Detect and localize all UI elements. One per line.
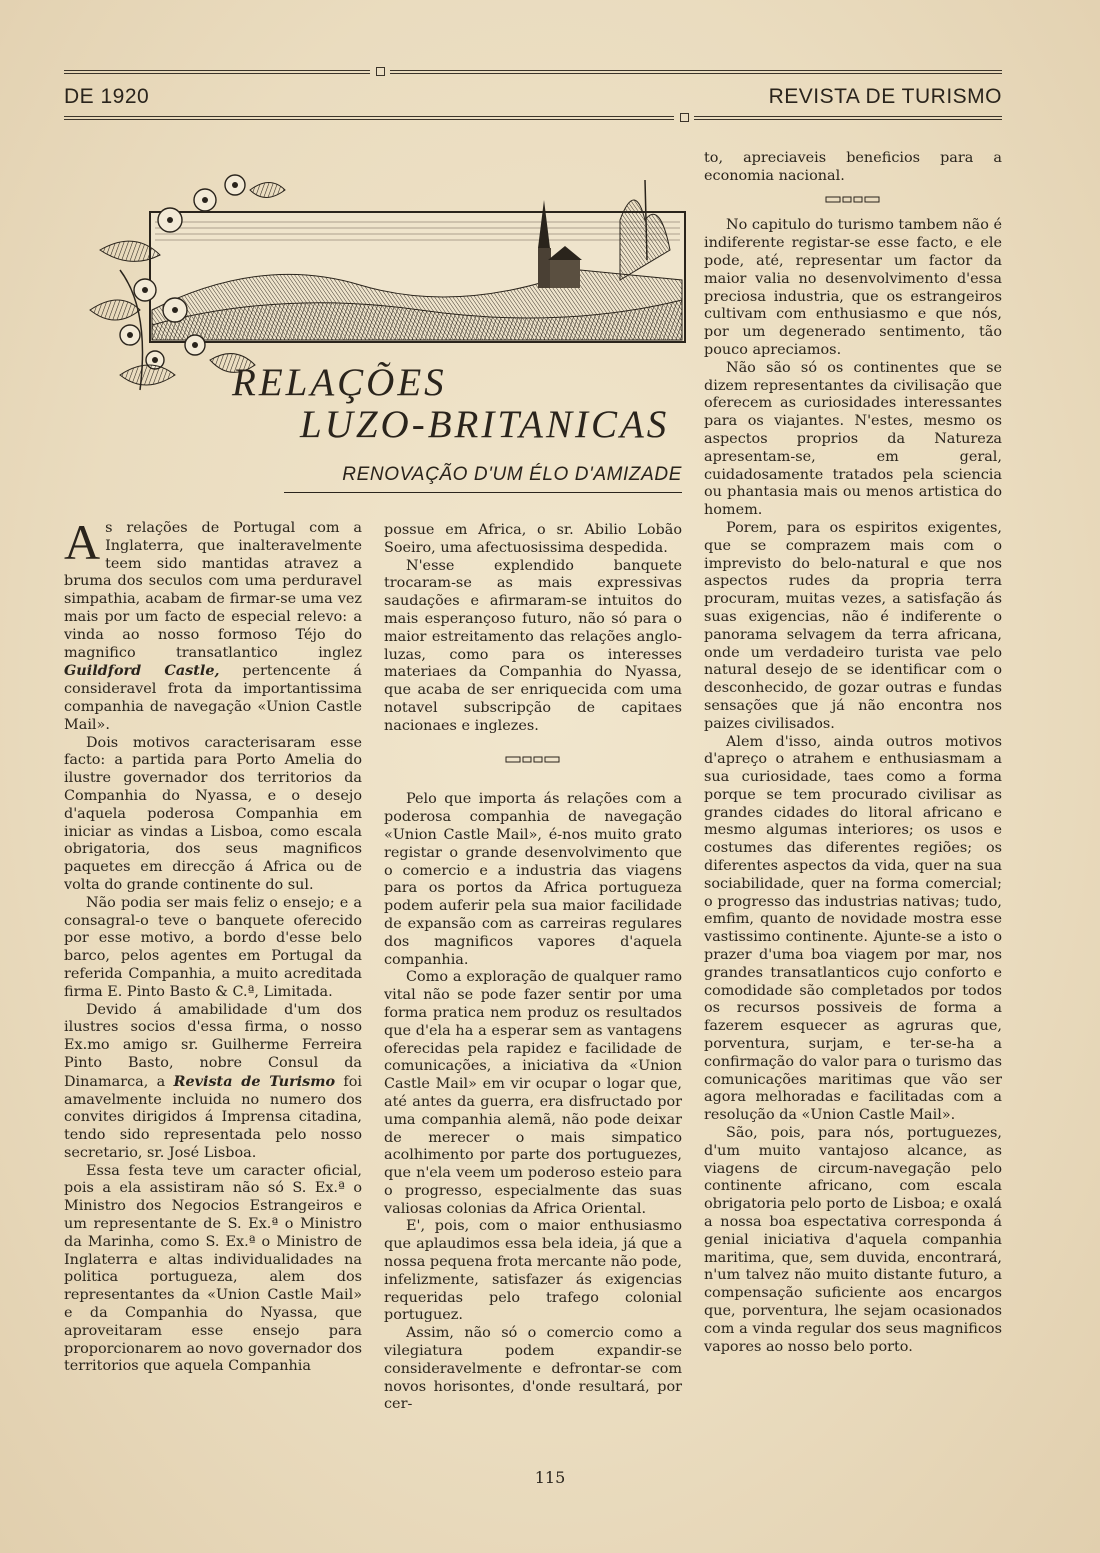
paragraph: E', pois, com o maior enthusiasmo que aplaudimos essa bela ideia, já que a nossa pequena frota mercante não pode, infelizmente, satisfazer ás exigencias requeridas pelo trafego colonial portuguez. [384, 1218, 682, 1324]
article-column-1 [64, 514, 362, 1376]
paragraph: As relações de Portugal com a Inglaterra, que inalteravelmente teem sido mantidas atravez a bruma dos seculos com uma perduravel simpathia, acabam de firmar-se uma vez mais por um facto de especial relevo: a vinda ao nosso formoso Téjo do magnifico transatlantico inglez Guildford Castle, pertencente á consideravel frota da importantissima companhia de navegação «Union Castle Mail». [64, 514, 362, 733]
header-magazine-title: REVISTA DE TURISMO [768, 85, 1002, 108]
ship-name: Guildford Castle, [64, 662, 220, 680]
paragraph: Pelo que importa ás relações com a poderosa companhia de navegação «Union Castle Mail», é-nos muito grato registar o grande desenvolvimento que o comercio e a industria das viagens para os portos da Africa portugueza podem auferir pela sua maior facilidade de expansão com as carreiras regulares dos magnificos vapores d'aquela companhia. [384, 791, 682, 968]
paragraph: Alem d'isso, ainda outros motivos d'apreço o atrahem e enthusiasmam a sua curiosidade, taes como a forma porque se tem procurado civilisar as grandes cidades do litoral africano e mesmo algumas interiores; os usos e costumes das diferentes regiões; os diferentes aspectos da vida, quer na sua sociabilidade, quer na forma comercial; o progresso das industrias nativas; tudo, emfim, quanto de novidade mostra esse vastissimo continente. Ajunte-se a isto o prazer d'uma boa viagem por mar, nos grandes transatlanticos cujo conforto e comodidade são completados por todos os recursos possiveis de forma a fazerem esquecer as agruras que, porventura, surjam, e ter-se-ha a confirmação do valor para o turismo das comunicações maritimas que vão ser agora melhoradas e facilitadas com a resolução da «Union Castle Mail». [704, 733, 1002, 1124]
page-number: 115 [534, 1468, 566, 1487]
paragraph: to, apreciaveis beneficios para a economia nacional. [704, 150, 1002, 184]
paragraph: Dois motivos caracterisaram esse facto: a partida para Porto Amelia do ilustre governador dos territorios da Companhia do Nyassa, e o desejo d'aquela poderosa Companhia em iniciar as vindas a Lisboa, como escala obrigatoria, dos seus magnificos paquetes em direcção á Africa ou de volta do grande continente do sul. [64, 734, 362, 893]
drop-cap: A [64, 514, 101, 570]
section-divider-ornament [384, 752, 682, 770]
section-divider-ornament [704, 192, 1002, 210]
article-column-3 [704, 150, 1002, 1356]
header-issue-date: DE 1920 [64, 85, 150, 108]
header-top-rule-left [64, 70, 370, 74]
paragraph: N'esse explendido banquete trocaram-se as mais expressivas saudações e afirmaram-se intuitos do mais esperançoso futuro, não só para o maior estreitamento das relações anglo-luzas, como para os interesses materiaes da Companhia do Nyassa, que acaba de ser enriquecida com uma notavel subscripção de capitaes nacionaes e inglezes. [384, 557, 682, 734]
paragraph: Não podia ser mais feliz o ensejo; e a consagral-o teve o banquete oferecido por esse motivo, a bordo d'esse belo barco, pelos agentes em Portugal da referida Companhia, a muito acreditada firma E. Pinto Basto & C.ª, Limitada. [64, 894, 362, 1000]
article-title-line2: LUZO-BRITANICAS [300, 403, 670, 446]
paragraph: Essa festa teve um caracter oficial, pois a ela assistiram não só S. Ex.ª o Ministro dos Negocios Estrangeiros e um representante de S. Ex.ª o Ministro da Marinha, como S. Ex.ª o Ministro de Inglaterra e altas individualidades na politica portugueza, alem dos representantes da «Union Castle Mail» e da Companhia do Nyassa, que aproveitaram esse ensejo para proporcionarem ao novo governador dos territorios que aquela Companhia [64, 1162, 362, 1375]
header-bottom-rule-right [694, 116, 1002, 120]
paragraph: possue em Africa, o sr. Abilio Lobão Soeiro, uma afectuosissima despedida. [384, 522, 682, 556]
magazine-name: Revista de Turismo [173, 1072, 336, 1090]
paragraph: São, pois, para nós, portuguezes, d'um muito vantajoso alcance, as viagens de circum-navegação pelo continente africano, com escala obrigatoria pelo porto de Lisboa; e oxalá a nossa boa espectativa corresponda á genial iniciativa d'aquela companhia maritima, que, sem duvida, encontrará, n'um talvez não muito distante futuro, a compensação suficiente aos encargos que, porventura, lhe sejam ocasionados com a vinda regular dos seus magnificos vapores ao nosso belo porto. [704, 1125, 1002, 1355]
header-ornament-square [376, 67, 385, 76]
paragraph: Não são só os continentes que se dizem representantes da civilisação que oferecem as curiosidades interessantes para os viajantes. N'estes, mesmo os aspectos proprios da Natureza apresentam-se, em geral, cuidadosamente tratados pela sciencia ou phantasia mais ou menos artistica do homem. [704, 359, 1002, 519]
article-title-line1: RELAÇÕES [232, 361, 447, 404]
header-ornament-square-2 [680, 113, 689, 122]
paragraph: Assim, não só o comercio como a vilegiatura podem expandir-se consideravelmente e defrontar-se com novos horisontes, d'onde resultará, por cer- [384, 1325, 682, 1413]
header-top-rule-right [390, 70, 1002, 74]
paragraph: Como a exploração de qualquer ramo vital não se pode fazer sentir por uma forma pratica nem produz os resultados que d'ela ha a esperar sem as vantagens oferecidas pela rapidez e facilidade de comunicações, a iniciativa da «Union Castle Mail» em vir ocupar o logar que, até antes da guerra, era disfructado por uma companhia alemã, não pode deixar de merecer o mais simpatico acolhimento por parte dos portuguezes, que n'ela veem um poderoso esteio para o progresso, especialmente das suas valiosas colonias da Africa Oriental. [384, 969, 682, 1217]
paragraph: No capitulo do turismo tambem não é indiferente registar-se esse facto, e ele pode, até, representar um factor da maior valia no desenvolvimento d'essa preciosa industria, que os estrangeiros cultivam com enthusiasmo e que nós, por um degenerado sentimento, tão pouco apreciamos. [704, 217, 1002, 358]
paragraph: Porem, para os espiritos exigentes, que se comprazem mais com o imprevisto do belo-natural e que nos aspectos rudes da propria terra procuram, muitas vezes, a satisfação ás suas exigencias, não é indiferente o panorama selvagem da terra africana, onde um verdadeiro turista vae pelo natural desejo de se identificar com o desconhecido, de gozar outras e fundas sensações que já não encontra nos paizes civilisados. [704, 519, 1002, 732]
header-bottom-rule-left [64, 116, 674, 120]
paragraph: Devido á amabilidade d'um dos ilustres socios d'essa firma, o nosso Ex.mo amigo sr. Guilherme Ferreira Pinto Basto, nobre Consul da Dinamarca, a Revista de Turismo foi amavelmente incluida no numero dos convites dirigidos á Imprensa citadina, tendo sido representada pelo nosso secretario, sr. José Lisboa. [64, 1001, 362, 1161]
article-column-2 [384, 522, 682, 1414]
article-subtitle: RENOVAÇÃO D'UM ÉLO D'AMIZADE [342, 464, 682, 485]
subtitle-underline [284, 492, 682, 493]
